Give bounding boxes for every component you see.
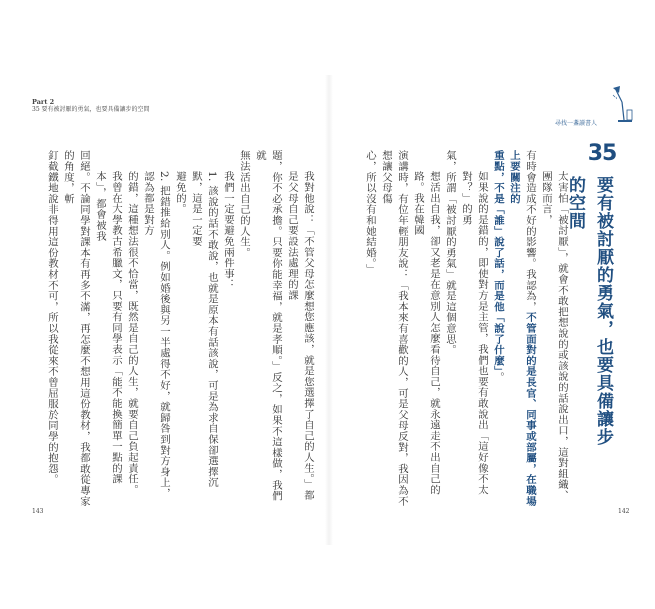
list-item-continued: 避免的。	[174, 170, 186, 214]
list-item: 2. 把錯推給別人。例如婚後與另一半處得不好，就歸咎到對方身上，認為都是對方	[142, 170, 170, 499]
running-subtitle: 35 要有被討厭的勇氣，也要具備讓步的空間	[32, 106, 150, 113]
paragraph-line: 我曾在大學教古希臘文，只要有同學表示「能不能換簡單一點的課本」，都會被我	[94, 170, 122, 484]
paragraph-line: 我們一定要避免兩件事：	[222, 170, 234, 290]
paragraph-line: 太害怕「被討厭」，就會不敢把想說的或該說的話說出口，這對組織、團隊而言，	[540, 170, 568, 501]
chapter-number: 35	[587, 141, 617, 166]
paragraph-line: 釘截鐵地說非得用這份教材不可，所以我從來不曾屈服於同學的抱怨。	[46, 150, 58, 485]
page-number-left: 143	[32, 508, 44, 515]
text-segment: 。	[492, 371, 504, 383]
paragraph-line: 題，你不必承擔。只要你能幸福，就是孝順。」反之，如果不這樣做，我們就	[254, 150, 282, 502]
list-item-continued: 的錯，這種想法很不恰當，既然是自己的人生，就要自己負起責任。	[126, 170, 138, 495]
paragraph-line	[490, 150, 506, 508]
left-page-body	[46, 150, 316, 508]
chapter-title: 要有被討厭的勇氣，也要具備讓步的空間	[565, 176, 613, 446]
paragraph-line: 我對他說：「不管父母怎麼想您應該，就是您選擇了自己的人生。」都是父母自己要設法處理的課	[286, 170, 314, 501]
running-header	[32, 98, 150, 114]
paragraph-line: 回絕。不論同學對課本有再多不滿，再怎麼不想用這份教材，我都敢從專家的角度，斬	[62, 150, 90, 507]
highlighted-text: 不管面對的是長官、同事或部屬，在職場上要關注的	[508, 150, 536, 507]
book-gutter	[325, 75, 333, 545]
paragraph-line: 如果說的是錯的，即使對方是主管，我們也要有敢說出「這好像不太對？」的勇	[460, 170, 488, 495]
paragraph-line: 演講時，有位年輕朋友說：「我本來有喜歡的人，可是父母反對，我因為不想讓父母傷	[380, 150, 408, 507]
list-item: 1. 該說的話不敢說，也就是原本有話該說，可是為求自保卻選擇沉默，這是一定要	[190, 170, 218, 488]
desk-lamp-icon	[612, 86, 634, 126]
highlighted-text: 重點，不是「誰」說了話，而是他「說了什麼」	[492, 150, 504, 372]
text-segment: 有時會造成不好的影響。我認為，	[524, 150, 536, 312]
part-label: Part 2	[32, 98, 55, 106]
page-number-right: 142	[618, 508, 630, 515]
paragraph-line	[506, 150, 538, 508]
paragraph-line: 想活出自我，卻又老是在意別人怎麼看待自己，就永遠走不出自己的路。我在韓國	[412, 170, 440, 495]
paragraph-line: 氣，所謂「被討厭的勇氣」就是這個意思。	[444, 150, 456, 356]
right-page-body	[364, 150, 570, 508]
series-tag: 尋找一盞讀書人	[555, 120, 598, 127]
paragraph-line: 心，所以沒有和她結婚。」	[364, 150, 376, 275]
paragraph-line: 無法活出自己的人生。	[238, 150, 250, 258]
